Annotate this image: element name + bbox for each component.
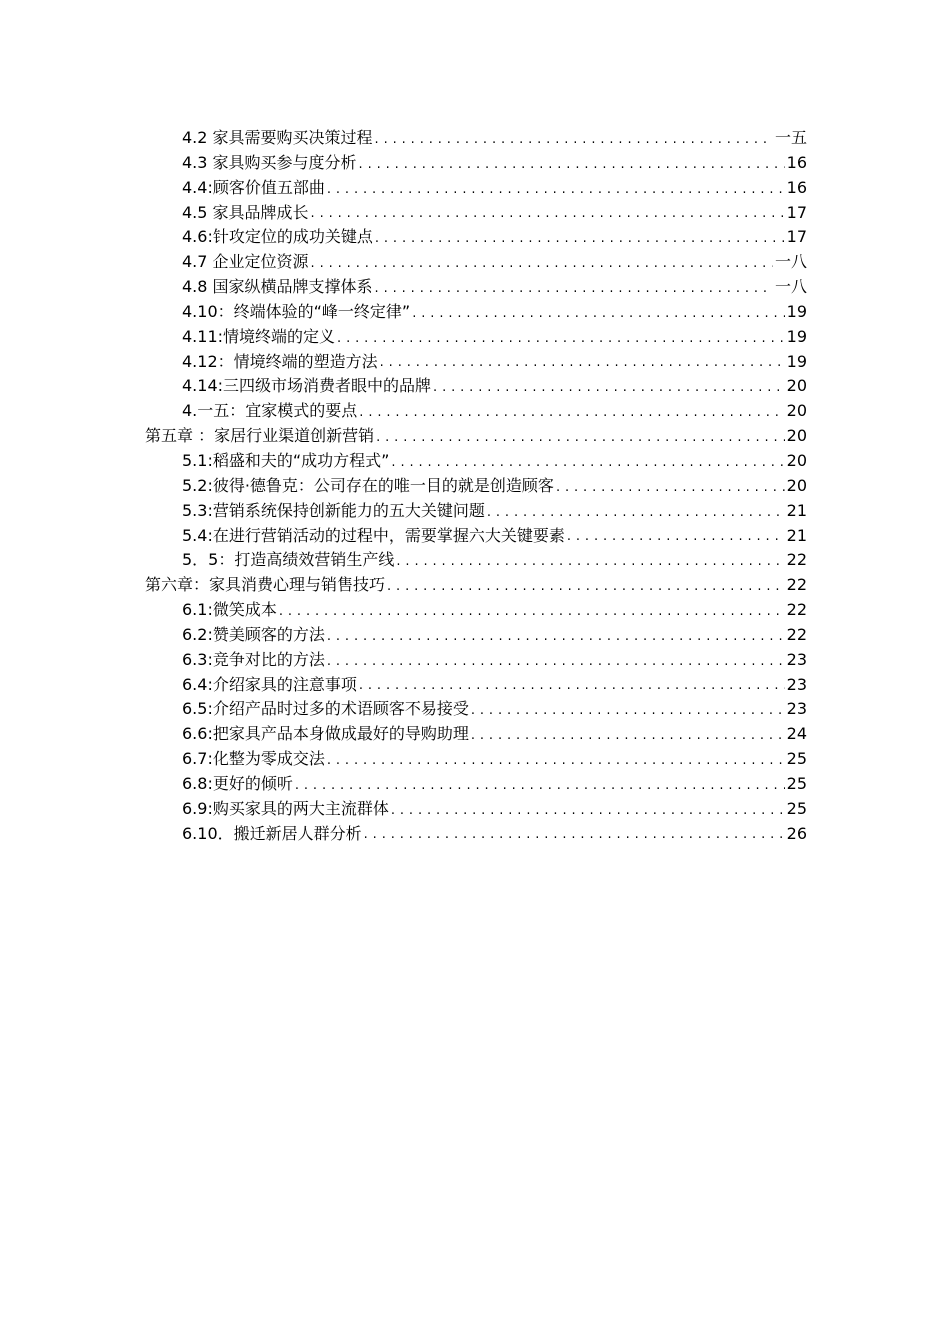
toc-entry-title: 4.6:针攻定位的成功关键点 (182, 227, 373, 247)
toc-section-entry[interactable] (145, 747, 807, 772)
toc-dot-leader (433, 377, 785, 399)
toc-entry-title: 4.2 家具需要购买决策过程 (182, 128, 373, 147)
toc-entry-title: 5.2:彼得·德鲁克：公司存在的唯一目的就是创造顾客 (182, 475, 554, 495)
toc-section-entry[interactable] (145, 201, 807, 226)
toc-entry-title: 6.2:赞美顾客的方法 (182, 624, 325, 644)
toc-entry-title: 6.4:介绍家具的注意事项 (182, 674, 357, 694)
toc-entry-title: 4.8 国家纵横品牌支撑体系 (182, 277, 373, 297)
toc-dot-leader (311, 203, 785, 225)
toc-section-entry[interactable] (145, 499, 807, 524)
toc-chapter-entry[interactable] (145, 573, 807, 598)
toc-section-entry[interactable] (145, 598, 807, 623)
toc-section-entry[interactable] (145, 797, 807, 822)
toc-entry-page-number: 22 (786, 550, 807, 570)
toc-entry-page-number: 23 (786, 649, 807, 669)
toc-entry-title: 6.1:微笑成本 (182, 600, 277, 620)
toc-entry-page-number: 19 (786, 301, 807, 321)
toc-dot-leader (375, 228, 785, 250)
toc-section-entry[interactable] (145, 176, 807, 201)
toc-dot-leader (556, 477, 785, 499)
toc-section-entry[interactable] (145, 350, 807, 375)
toc-dot-leader (359, 402, 784, 424)
toc-dot-leader (471, 700, 785, 722)
toc-entry-page-number: 25 (786, 773, 807, 793)
toc-entry-page-number: 23 (786, 699, 807, 719)
toc-entry-page-number: 24 (786, 724, 807, 744)
toc-entry-title: 5.4:在进行营销活动的过程中，需要掌握六大关键要素 (182, 525, 565, 545)
toc-dot-leader (396, 551, 784, 573)
toc-entry-title: 第五章 ：家居行业渠道创新营销 (145, 426, 375, 446)
toc-dot-leader (364, 824, 785, 846)
toc-dot-leader (337, 328, 785, 350)
toc-entry-page-number: 25 (786, 749, 807, 769)
toc-entry-title: 5．5：打造高绩效营销生产线 (182, 550, 395, 570)
toc-section-entry[interactable] (145, 623, 807, 648)
toc-entry-title: 6.7:化整为零成交法 (182, 749, 325, 769)
table-of-contents (145, 126, 807, 846)
toc-entry-page-number: 20 (786, 450, 807, 470)
toc-entry-page-number: 22 (786, 575, 807, 595)
toc-dot-leader (359, 154, 785, 176)
toc-dot-leader (375, 129, 773, 151)
toc-entry-title: 6.10．搬迁新居人群分析 (182, 823, 362, 843)
toc-entry-page-number: 23 (786, 674, 807, 694)
toc-entry-title: 6.6:把家具产品本身做成最好的导购助理 (182, 724, 469, 744)
toc-entry-title: 6.5:介绍产品时过多的术语顾客不易接受 (182, 699, 469, 719)
toc-section-entry[interactable] (145, 374, 807, 399)
toc-section-entry[interactable] (145, 524, 807, 549)
toc-entry-page-number: 21 (786, 525, 807, 545)
toc-entry-page-number: 22 (786, 600, 807, 620)
toc-entry-page-number: 19 (786, 351, 807, 371)
toc-entry-title: 4.12：情境终端的塑造方法 (182, 351, 378, 371)
toc-dot-leader (387, 576, 785, 598)
toc-dot-leader (376, 427, 785, 449)
toc-section-entry[interactable] (145, 275, 807, 300)
toc-section-entry[interactable] (145, 225, 807, 250)
toc-entry-page-number: 16 (786, 177, 807, 197)
toc-section-entry[interactable] (145, 673, 807, 698)
toc-dot-leader (567, 526, 785, 548)
toc-entry-title: 4.11:情境终端的定义 (182, 326, 336, 346)
toc-section-entry[interactable] (145, 399, 807, 424)
toc-entry-page-number: 22 (786, 624, 807, 644)
toc-section-entry[interactable] (145, 722, 807, 747)
toc-dot-leader (311, 253, 773, 275)
toc-entry-title: 4.4:顾客价值五部曲 (182, 177, 325, 197)
toc-entry-title: 4.10：终端体验的“峰一终定律” (182, 301, 411, 321)
toc-entry-page-number: 16 (786, 152, 807, 172)
toc-dot-leader (471, 725, 785, 747)
toc-dot-leader (380, 352, 785, 374)
toc-entry-page-number: 26 (786, 823, 807, 843)
toc-dot-leader (327, 626, 785, 648)
toc-entry-title: 4.14:三四级市场消费者眼中的品牌 (182, 376, 432, 396)
toc-dot-leader (375, 278, 773, 300)
toc-dot-leader (327, 179, 785, 201)
toc-dot-leader (412, 303, 784, 325)
toc-entry-title: 4.5 家具品牌成长 (182, 202, 309, 222)
toc-section-entry[interactable] (145, 325, 807, 350)
toc-entry-page-number: 一八 (774, 252, 807, 272)
toc-section-entry[interactable] (145, 822, 807, 847)
toc-entry-title: 5.1:稻盛和夫的“成功方程式” (182, 450, 390, 470)
toc-section-entry[interactable] (145, 449, 807, 474)
toc-section-entry[interactable] (145, 250, 807, 275)
toc-entry-title: 6.9:购买家具的两大主流群体 (182, 798, 389, 818)
toc-dot-leader (327, 750, 785, 772)
toc-section-entry[interactable] (145, 772, 807, 797)
toc-entry-title: 4.一五：宜家模式的要点 (182, 401, 358, 421)
toc-dot-leader (295, 775, 785, 797)
toc-dot-leader (359, 675, 785, 697)
toc-dot-leader (391, 800, 785, 822)
toc-entry-page-number: 20 (786, 401, 807, 421)
toc-entry-page-number: 一八 (774, 277, 807, 297)
toc-entry-page-number: 20 (786, 376, 807, 396)
toc-entry-title: 6.8:更好的倾听 (182, 773, 293, 793)
toc-dot-leader (487, 502, 785, 524)
toc-dot-leader (279, 601, 785, 623)
toc-entry-page-number: 17 (786, 202, 807, 222)
toc-entry-page-number: 20 (786, 426, 807, 446)
toc-dot-leader (391, 452, 784, 474)
toc-section-entry[interactable] (145, 697, 807, 722)
toc-entry-page-number: 20 (786, 475, 807, 495)
toc-entry-title: 第六章：家具消费心理与销售技巧 (145, 575, 386, 595)
toc-entry-title: 5.3:营销系统保持创新能力的五大关键问题 (182, 500, 485, 520)
toc-entry-page-number: 25 (786, 798, 807, 818)
toc-entry-title: 4.7 企业定位资源 (182, 252, 309, 272)
toc-entry-page-number: 17 (786, 227, 807, 247)
toc-section-entry[interactable] (145, 126, 807, 151)
toc-section-entry[interactable] (145, 474, 807, 499)
toc-entry-page-number: 21 (786, 500, 807, 520)
toc-section-entry[interactable] (145, 151, 807, 176)
toc-entry-title: 4.3 家具购买参与度分析 (182, 152, 357, 172)
toc-section-entry[interactable] (145, 548, 807, 573)
toc-section-entry[interactable] (145, 300, 807, 325)
toc-dot-leader (327, 651, 785, 673)
toc-chapter-entry[interactable] (145, 424, 807, 449)
toc-entry-title: 6.3:竞争对比的方法 (182, 649, 325, 669)
toc-entry-page-number: 一五 (774, 128, 807, 147)
toc-section-entry[interactable] (145, 648, 807, 673)
toc-entry-page-number: 19 (786, 326, 807, 346)
